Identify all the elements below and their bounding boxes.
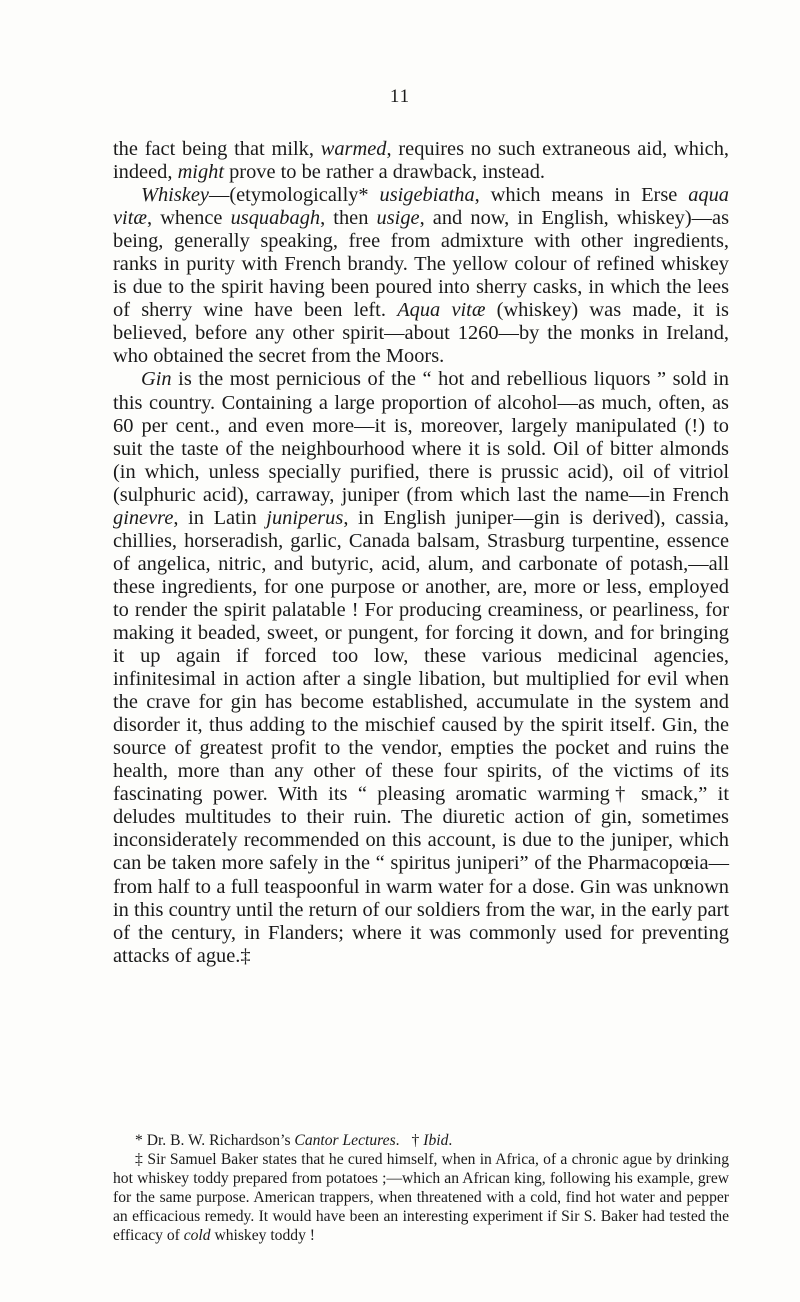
italic-run: usige: [376, 207, 420, 230]
text-run: , then: [320, 207, 377, 230]
italic-run: Whiskey: [141, 184, 209, 207]
italic-run: Aqua vitæ: [397, 299, 486, 322]
italic-run: Cantor Lectures: [294, 1132, 396, 1149]
text-run: , whence: [146, 207, 231, 230]
text-run: (whiskey) was made, it is believed, before any other spirit—about 1260—by the monks in Ireland, who obtained the secret from the Moors.: [113, 299, 729, 368]
italic-run: cold: [183, 1227, 211, 1244]
footnote-3: [113, 1150, 729, 1245]
text-run: is the most pernicious of the “ hot and rebellious liquors ” sold in this country. Containing a large proportion of alcohol—as much, often, as 60 per cent., and even more—it is, moreover, largely manipulated (!) to suit the taste of the neighbourhood where it is sold. Oil of bitter almonds (in which, unless specially purified, there is prussic acid), oil of vitriol (sulphuric acid), carraway, juniper (from which last the name—in French: [113, 368, 729, 506]
text-run: the fact being that milk,: [113, 138, 321, 160]
text-run: , requires no such extraneous aid, which, indeed,: [113, 138, 729, 184]
body-text: [113, 138, 729, 968]
italic-run: ginevre: [113, 506, 174, 529]
text-run: , in Latin: [173, 506, 267, 529]
italic-run: Gin: [141, 368, 172, 391]
footnote-1-2: [113, 1131, 729, 1150]
text-run: , in English juniper—gin is derived), cassia, chillies, horseradish, garlic, Canada balsam, Strasburg turpentine, essence of angelica, nitric, and butyric, acid, alum, and carbonate of potash,—all these ingredients, for one purpose or another, are, more or less, employed to render the spirit palatable ! For producing creaminess, or pearliness, for making it beaded, sweet, or pungent, for forcing it down, and for bringing it up again if forced too low, these various medicinal agencies, infinitesimal in action after a single libation, but multiplied for evil when the crave for gin has become established, accumulate in the system and disorder it, thus adding to the mischief caused by the spirit itself. Gin, the source of greatest profit to the vendor, empties the pocket and ruins the health, more than any other of these four spirits, of the victims of its fascinating power. With its “ pleasing aromatic warming† smack,” it deludes multitudes to their ruin. The diuretic action of gin, sometimes inconsiderately recommended on this account, is due to the juniper, which can be taken more safely in the “ spiritus juniperi” of the Pharmacopœia—from half to a full teaspoonful in warm water for a dose. Gin was unknown in this country until the return of our soldiers from the war, in the early part of the century, in Flanders; where it was commonly used for preventing attacks of ague.‡: [113, 506, 729, 967]
paragraph-gin: [113, 368, 729, 967]
paragraph-whiskey: [113, 184, 729, 368]
text-run: —(etymologically*: [208, 184, 380, 207]
italic-run: aqua vitæ: [113, 184, 729, 230]
italic-run: warmed: [320, 138, 387, 160]
italic-run: Ibid: [423, 1132, 449, 1149]
footnote-text: .: [395, 1132, 400, 1149]
page-number: 11: [389, 86, 411, 107]
italic-run: juniperus: [266, 506, 344, 529]
footnote-text: .: [448, 1132, 453, 1149]
text-run: prove to be rather a drawback, instead.: [224, 161, 546, 184]
footnote-text: whiskey toddy !: [210, 1227, 315, 1244]
italic-run: usquabagh: [230, 207, 321, 230]
footnote-text: * Dr. B. W. Richardson’s: [135, 1132, 295, 1149]
footnote-text: †: [411, 1132, 424, 1149]
footnotes: [113, 1131, 729, 1245]
italic-run: might: [177, 161, 225, 184]
text-run: , which means in Erse: [474, 184, 689, 207]
text-run: , and now, in English, whiskey)—as being, generally speaking, free from admixture with other ingredients, ranks in purity with French brandy. The yellow colour of refined whiskey is due to the spirit having been poured into sherry casks, in which the lees of sherry wine have been left.: [113, 207, 730, 322]
footnote-text: ‡ Sir Samuel Baker states that he cured himself, when in Africa, of a chronic ague by drinking hot whiskey toddy prepared from potatoes ;—which an African king, following his example, grew for the same purpose. American trappers, when threatened with a cold, find hot water and pepper an efficacious remedy. It would have been an interesting experiment if Sir S. Baker had tested the efficacy of: [113, 1151, 729, 1244]
italic-run: usigebiatha: [379, 184, 475, 207]
paragraph-milk: [113, 138, 729, 184]
